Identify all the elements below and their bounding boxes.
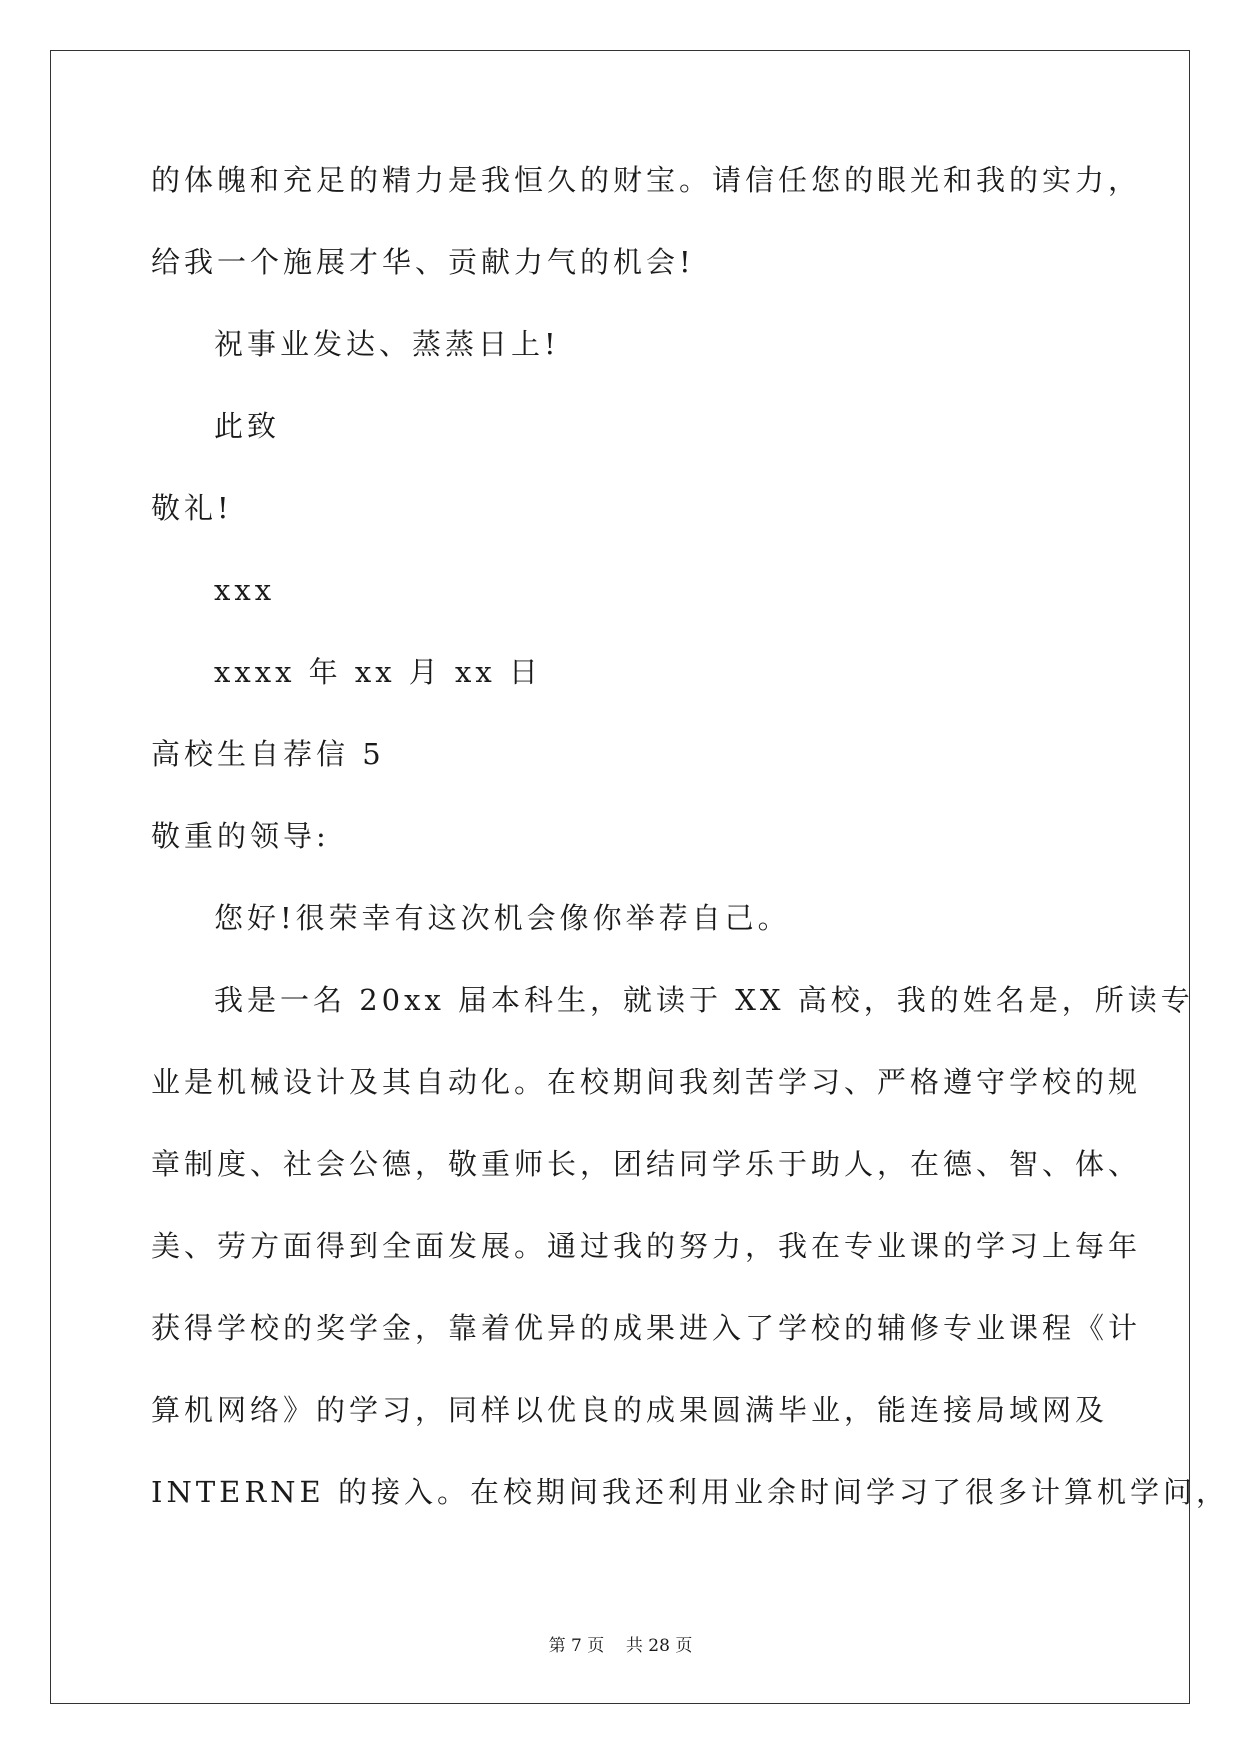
signature-name: xxx — [214, 573, 276, 607]
text-line: 获得学校的奖学金，靠着优异的成果进入了学校的辅修专业课程《计 — [151, 1311, 1142, 1345]
salutation-regards: 敬礼! — [151, 491, 233, 525]
text-line: 章制度、社会公德，敬重师长，团结同学乐于助人，在德、智、体、 — [151, 1147, 1142, 1181]
text-line: 给我一个施展才华、贡献力气的机会! — [151, 245, 695, 279]
page-footer — [0, 1635, 1241, 1657]
text-line: 算机网络》的学习，同样以优良的成果圆满毕业，能连接局域网及 — [151, 1393, 1109, 1427]
section-title: 高校生自荐信 5 — [151, 737, 385, 771]
text-line: 业是机械设计及其自动化。在校期间我刻苦学习、严格遵守学校的规 — [151, 1065, 1142, 1099]
text-line: 我是一名 20xx 届本科生，就读于 XX 高校，我的姓名是，所读专 — [214, 983, 1194, 1017]
page-number: 第 7 页 — [548, 1636, 605, 1656]
salutation-close: 此致 — [214, 409, 281, 443]
text-line: 您好!很荣幸有这次机会像你举荐自己。 — [214, 901, 791, 935]
text-line: 美、劳方面得到全面发展。通过我的努力，我在专业课的学习上每年 — [151, 1229, 1142, 1263]
page-total: 共 28 页 — [625, 1636, 693, 1656]
text-line: INTERNE 的接入。在校期间我还利用业余时间学习了很多计算机学问， — [151, 1475, 1229, 1509]
closing-wish: 祝事业发达、蒸蒸日上! — [214, 327, 560, 361]
text-line: 的体魄和充足的精力是我恒久的财宝。请信任您的眼光和我的实力， — [151, 163, 1142, 197]
signature-date: xxxx 年 xx 月 xx 日 — [214, 655, 542, 689]
letter-greeting: 敬重的领导: — [151, 819, 330, 853]
footer-spacer — [604, 1636, 626, 1656]
document-body — [151, 160, 1229, 1554]
